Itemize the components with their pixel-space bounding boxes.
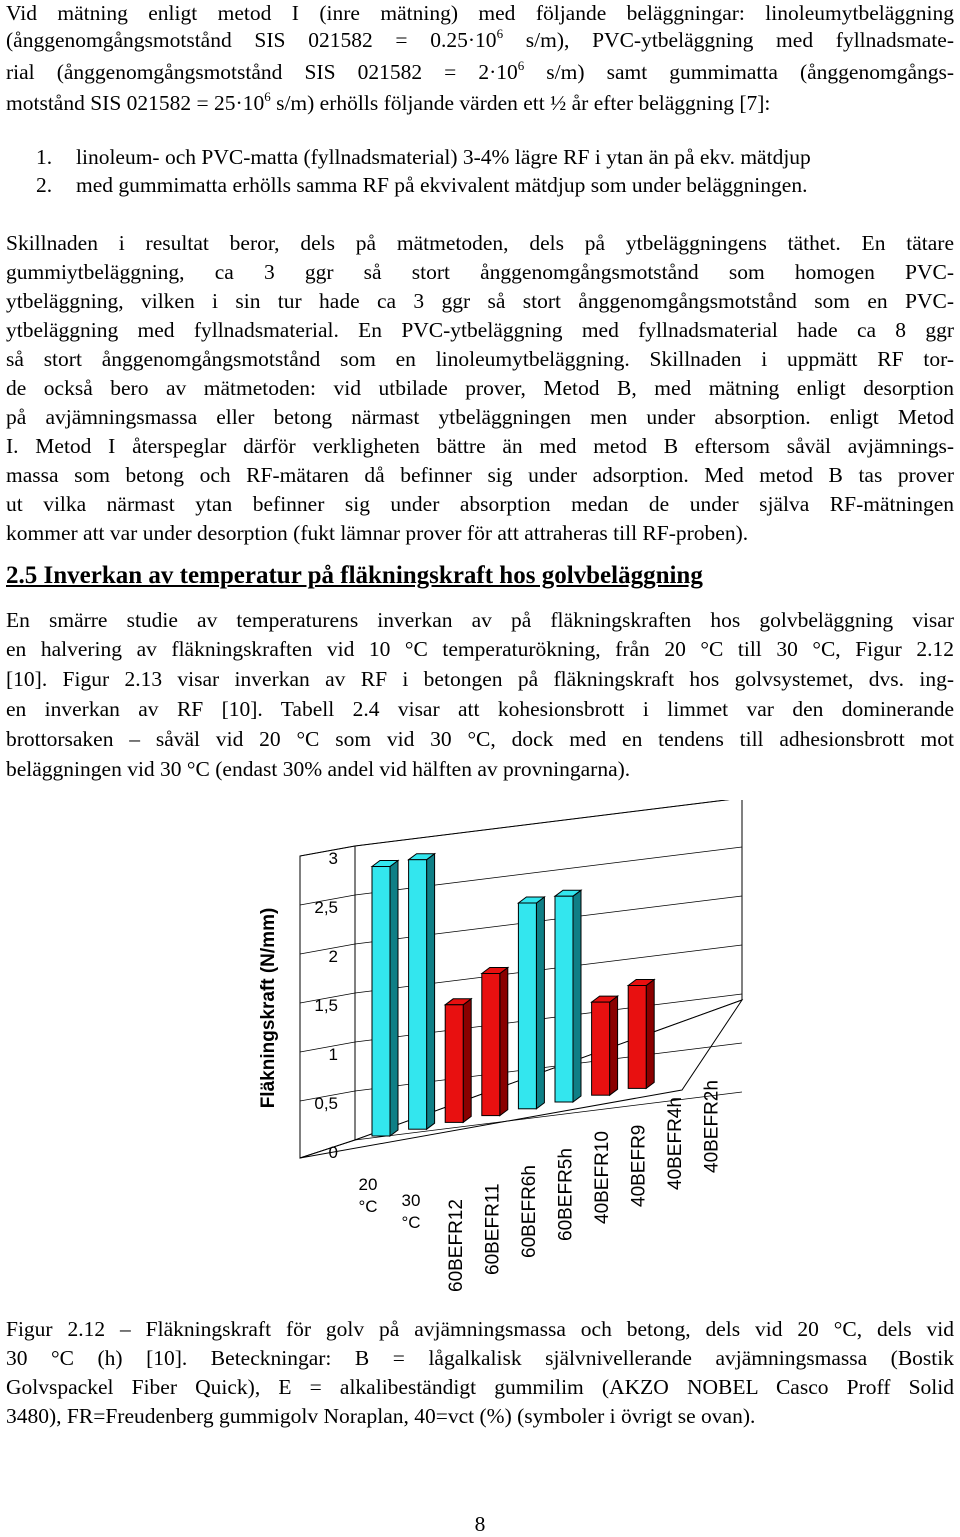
paragraph-line: brottorsaken – såväl vid 20 °C som vid 30 °C, dock med en tendens till adhesionsbrott mot bbox=[6, 727, 954, 751]
paragraph-line: de också bero av mätmetoden: vid utbilade prover, Metod B, med mätning enligt desorption bbox=[6, 376, 954, 400]
intro-text: rial (ånggenomgångsmotstånd SIS 021582 = 2·10 bbox=[6, 60, 518, 84]
paragraph-line: en halvering av fläkningskraften vid 10 °C temperaturökning, från 20 °C till 30 °C, Figur 2.12 bbox=[6, 637, 954, 661]
bar bbox=[518, 903, 536, 1109]
x-tick-label: 40BEFR9 bbox=[628, 1124, 650, 1207]
series-axis-labels bbox=[358, 1175, 420, 1232]
bar bbox=[409, 860, 427, 1129]
x-tick-label: 40BEFR4h bbox=[665, 1097, 686, 1190]
y-tick-label: 2,5 bbox=[314, 898, 338, 917]
x-tick-label: 40BEFR2h bbox=[701, 1080, 723, 1173]
x-tick-label: 60BEFR5h bbox=[555, 1148, 577, 1241]
figure-caption-line: 3480), FR=Freudenberg gummigolv Noraplan, 40=vct (%) (symboler i övrigt se ovan). bbox=[6, 1404, 756, 1428]
paragraph-line: Skillnaden i resultat beror, dels på mätmetoden, dels på ytbeläggningens täthet. En tätare bbox=[6, 231, 954, 255]
intro-text: s/m) samt gummimatta (ånggenomgångs- bbox=[524, 60, 955, 84]
paragraph-line: ut vilka närmast ytan befinner sig under absorption medan de under själva RF-mätningen bbox=[6, 492, 954, 516]
y-tick-label: 0,5 bbox=[314, 1094, 338, 1113]
figure-caption-line: 30 °C (h) [10]. Beteckningar: B = lågalkalisk självnivellerande avjämningsmassa (Bostik bbox=[6, 1346, 954, 1370]
paragraph-line: ytbeläggning med fyllnadsmaterial. En PVC-ytbeläggning med fyllnadsmaterial hade ca 8 ggr bbox=[6, 318, 954, 342]
list-item bbox=[36, 145, 811, 170]
bar-side bbox=[463, 999, 471, 1123]
exponent: 6 bbox=[264, 89, 271, 104]
list-item bbox=[36, 173, 807, 198]
paragraph-line: på avjämningsmassa eller betong närmast ytbeläggningen men under absorption. enligt Metod bbox=[6, 405, 954, 429]
paragraph-line: så stort ånggenomgångsmotstånd som en linoleumytbeläggning. Skillnaden i uppmätt RF tor- bbox=[6, 347, 954, 371]
paragraph-line: [10]. Figur 2.13 visar inverkan av RF i betongen på fläkningskraft hos golvsystemet, dvs. ing- bbox=[6, 667, 954, 691]
section-heading: 2.5 Inverkan av temperatur på fläkningskraft hos golvbeläggning bbox=[6, 562, 703, 589]
intro-text: s/m), PVC-ytbeläggning med fyllnadsmate- bbox=[503, 28, 954, 52]
list-number: 2. bbox=[36, 173, 53, 197]
y-tick-label: 2 bbox=[328, 947, 338, 966]
bar-side bbox=[427, 854, 435, 1129]
bar bbox=[628, 986, 646, 1089]
bar-side bbox=[610, 996, 618, 1095]
paragraph-line: gummiytbeläggning, ca 3 ggr så stort ånggenomgångsmotstånd som homogen PVC- bbox=[6, 260, 954, 284]
bar-side bbox=[646, 980, 654, 1089]
intro-line bbox=[6, 90, 770, 116]
figure-caption-line: Figur 2.12 – Fläkningskraft för golv på avjämningsmassa och betong, dels vid 20 °C, dels vid bbox=[6, 1317, 954, 1341]
series-axis-label bbox=[358, 1175, 377, 1216]
series-axis-label bbox=[401, 1191, 420, 1232]
paragraph-line: En smärre studie av temperaturens inverkan av på fläkningskraften hos golvbeläggning visar bbox=[6, 608, 954, 632]
x-tick-label: 40BEFR10 bbox=[592, 1131, 613, 1224]
x-tick-label: 60BEFR11 bbox=[482, 1183, 504, 1275]
bar bbox=[445, 1005, 463, 1123]
paragraph-line: ytbeläggning, vilken i sin tur hade ca 3 ggr så stort ånggenomgångsmotstånd som en PVC- bbox=[6, 289, 954, 313]
list-text: med gummimatta erhölls samma RF på ekvivalent mätdjup som under beläggningen. bbox=[76, 173, 808, 197]
bar bbox=[555, 896, 573, 1102]
intro-line bbox=[6, 27, 954, 53]
paragraph-line: massa som betong och RF-mätaren då befinner sig under adsorption. Med metod B tas prover bbox=[6, 463, 954, 487]
exponent: 6 bbox=[517, 58, 525, 73]
figure-caption-line: Golvspackel Fiber Quick), E = alkalibeständigt gummilim (AKZO NOBEL Casco Proff Solid bbox=[6, 1375, 954, 1399]
series-axis-label-part: °C bbox=[358, 1197, 378, 1216]
y-axis-label: Fläkningskraft (N/mm) bbox=[258, 907, 279, 1109]
paragraph-line: I. Metod I återspeglar därför verkligheten bättre än med metod B eftersom såväl avjämnings- bbox=[6, 434, 954, 458]
x-tick-label: 60BEFR12 bbox=[446, 1199, 467, 1292]
intro-text: s/m) erhölls följande värden ett ½ år efter beläggning [7]: bbox=[270, 91, 771, 115]
y-tick-label: 1,5 bbox=[314, 996, 338, 1015]
bar-side bbox=[536, 897, 544, 1109]
bar-side bbox=[390, 861, 398, 1137]
bar bbox=[592, 1002, 610, 1095]
bar bbox=[482, 974, 500, 1116]
series-axis-label-part: 20 bbox=[358, 1175, 378, 1194]
y-tick-label: 1 bbox=[328, 1045, 338, 1064]
series-axis-label-part: °C bbox=[401, 1213, 421, 1232]
intro-line bbox=[6, 59, 954, 85]
intro-line: Vid mätning enligt metod I (inre mätning) med följande beläggningar: linoleumytbeläggning bbox=[6, 1, 954, 25]
intro-text: (ånggenomgångsmotstånd SIS 021582 = 0.25·10 bbox=[6, 28, 497, 52]
bar-side bbox=[500, 968, 508, 1116]
x-tick-label: 60BEFR6h bbox=[519, 1165, 540, 1258]
list-text: linoleum- och PVC-matta (fyllnadsmaterial) 3-4% lägre RF i ytan än på ekv. mätdjup bbox=[76, 145, 811, 169]
paragraph-line: beläggningen vid 30 °C (endast 30% andel vid hälften av provningarna). bbox=[6, 757, 631, 781]
list-number: 1. bbox=[36, 145, 53, 169]
intro-text: motstånd SIS 021582 = 25·10 bbox=[6, 91, 265, 115]
bar bbox=[372, 867, 390, 1137]
flakningskraft-chart bbox=[0, 800, 960, 1310]
y-tick-label: 0 bbox=[328, 1143, 338, 1162]
exponent: 6 bbox=[496, 26, 504, 41]
y-tick-label: 3 bbox=[328, 849, 338, 868]
bar-side bbox=[573, 890, 581, 1102]
paragraph-line: kommer att var under desorption (fukt lämnar prover för att attraheras till RF-proben). bbox=[6, 521, 749, 545]
series-axis-label-part: 30 bbox=[401, 1191, 421, 1210]
paragraph-line: en inverkan av RF [10]. Tabell 2.4 visar att kohesionsbrott i limmet var den dominerande bbox=[6, 697, 954, 721]
page-number: 8 bbox=[474, 1512, 486, 1536]
